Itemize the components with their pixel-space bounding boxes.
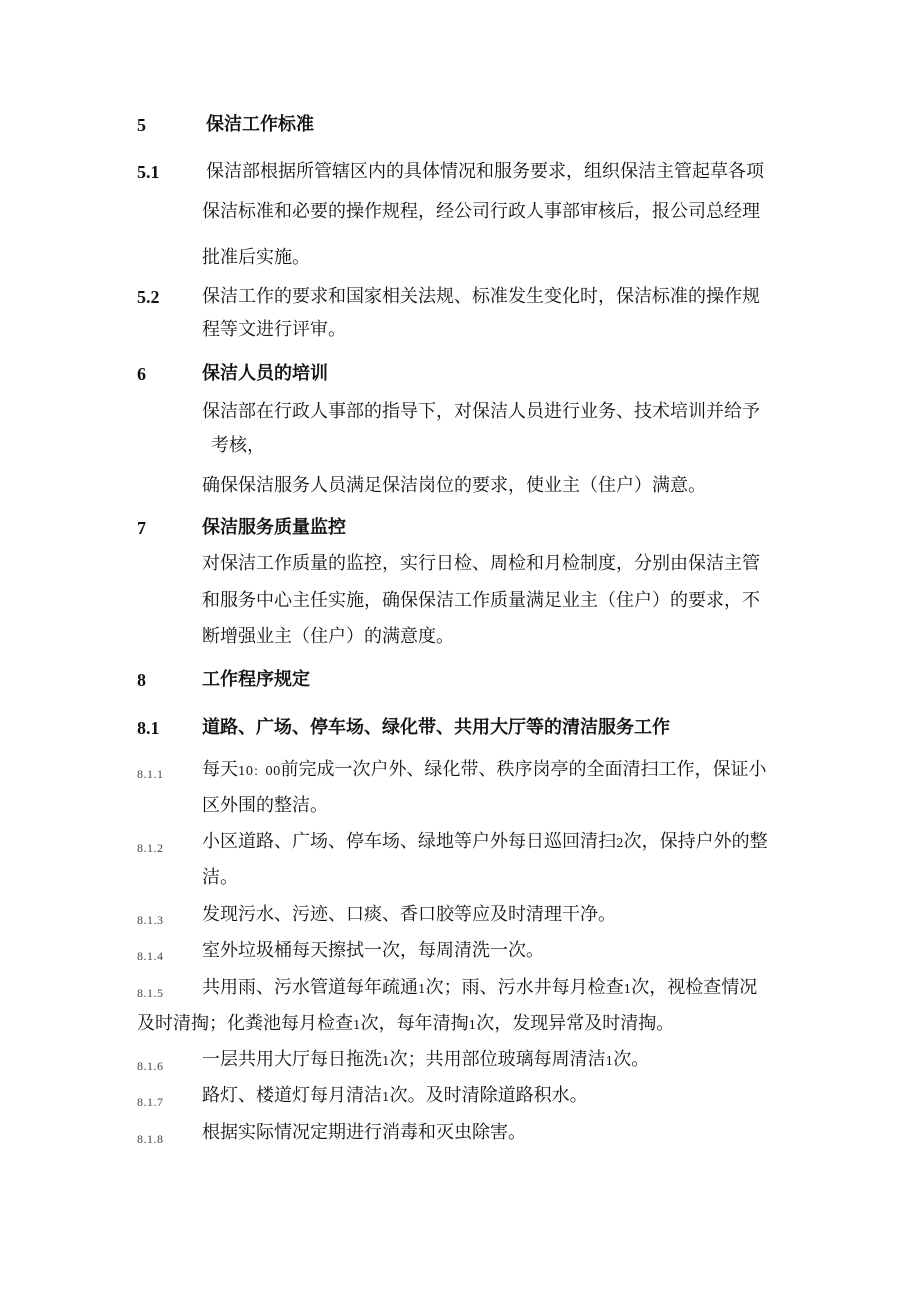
item-line: 根据实际情况定期进行消毒和灭虫除害。 [202,1122,526,1143]
section-5-1-line: 批准后实施。 [202,247,310,268]
section-5-number: 5 [137,115,146,135]
section-8-title: 工作程序规定 [202,669,310,690]
section-6-line: 考核， [211,435,265,456]
section-5-2-number: 5.2 [137,287,160,307]
section-5-1-line: 保洁标准和必要的操作规程，经公司行政人事部审核后，报公司总经理 [202,201,760,222]
section-7-line: 和服务中心主任实施，确保保洁工作质量满足业主（住户）的要求，不 [202,590,760,611]
item-number: 8.1.1 [137,767,164,781]
item-number: 8.1.3 [137,913,164,927]
section-8-1-number: 8.1 [137,718,160,738]
item-number: 8.1.4 [137,949,164,963]
item-number: 8.1.8 [137,1132,164,1146]
item-line: 及时清掏；化粪池每月检查1次，每年清掏1次，发现异常及时清掏。 [137,1013,675,1034]
section-6-line: 确保保洁服务人员满足保洁岗位的要求，使业主（住户）满意。 [202,475,706,496]
section-6-title: 保洁人员的培训 [202,363,328,384]
section-7-line: 对保洁工作质量的监控，实行日检、周检和月检制度，分别由保洁主管 [202,553,760,574]
item-number: 8.1.2 [137,841,164,855]
section-6-line: 保洁部在行政人事部的指导下，对保洁人员进行业务、技术培训并给予 [202,401,760,422]
section-7-line: 断增强业主（住户）的满意度。 [202,626,454,647]
item-line: 洁。 [202,867,238,888]
item-line: 一层共用大厅每日拖洗1次；共用部位玻璃每周清洁1次。 [202,1049,650,1070]
item-number: 8.1.7 [137,1095,164,1109]
section-5-title: 保洁工作标准 [206,114,314,135]
section-8-1-title: 道路、广场、停车场、绿化带、共用大厅等的清洁服务工作 [202,717,670,738]
item-number: 8.1.6 [137,1059,164,1073]
item-line: 每天10：00前完成一次户外、绿化带、秩序岗亭的全面清扫工作，保证小 [202,759,767,780]
item-line: 小区道路、广场、停车场、绿地等户外每日巡回清扫2次，保持户外的整 [202,831,768,852]
item-line: 发现污水、污迹、口痰、香口胶等应及时清理干净。 [202,904,616,925]
section-6-number: 6 [137,364,146,384]
section-5-1-line: 保洁部根据所管辖区内的具体情况和服务要求，组织保洁主管起草各项 [206,161,764,182]
item-line: 室外垃圾桶每天擦拭一次，每周清洗一次。 [202,940,544,961]
section-7-number: 7 [137,518,146,538]
section-5-2-line: 程等文进行评审。 [202,319,346,340]
item-line: 区外围的整洁。 [202,795,328,816]
item-number: 8.1.5 [137,986,164,1000]
section-8-number: 8 [137,670,146,690]
item-line: 共用雨、污水管道每年疏通1次；雨、污水井每月检查1次，视检查情况 [202,977,758,998]
item-line: 路灯、楼道灯每月清洁1次。及时清除道路积水。 [202,1085,588,1106]
section-5-1-number: 5.1 [137,162,160,182]
section-7-title: 保洁服务质量监控 [202,517,346,538]
section-5-2-line: 保洁工作的要求和国家相关法规、标准发生变化时，保洁标准的操作规 [202,286,760,307]
